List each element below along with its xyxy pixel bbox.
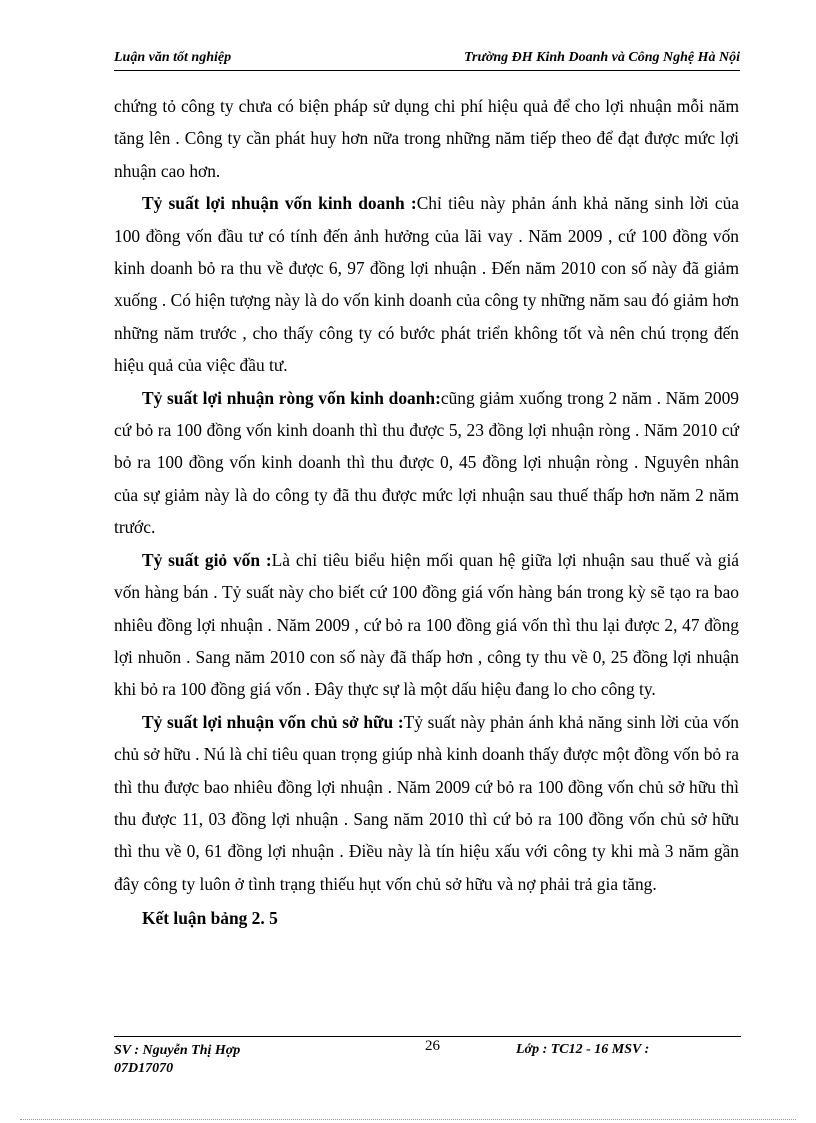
footer-student-id: 07D17070 xyxy=(114,1061,174,1076)
document-body xyxy=(114,90,739,935)
page-header xyxy=(114,48,740,71)
paragraph-business-capital-return xyxy=(114,187,739,381)
paragraph-lead: Tỷ suất lợi nhuận vốn kinh doanh : xyxy=(142,193,417,214)
page-number: 26 xyxy=(425,1038,440,1054)
paragraph-text: cũng giảm xuống trong 2 năm . Năm 2009 cứ bỏ ra 100 đồng vốn kinh doanh thì thu được 5, 23 đồng lợi nhuận ròng . Năm 2010 cứ bỏ ra 100 đồng vốn kinh doanh thì thu được 0, 45 đồng lợi nhuận ròng . Nguyên nhân của sự giảm này là do công ty đã thu được mức lợi nhuận sau thuế thấp hơn năm 2 năm trước. xyxy=(114,387,739,538)
paragraph-text: Là chỉ tiêu biểu hiện mối quan hệ giữa lợi nhuận sau thuế và giá vốn hàng bán . Tỷ suất này cho biết cứ 100 đồng giá vốn hàng bán trong kỳ sẽ tạo ra bao nhiêu đồng lợi nhuận . Năm 2009 , cứ bỏ ra 100 đồng giá vốn thì thu lại được 2, 47 đồng lợi nhuõn . Sang năm 2010 con số này đã thấp hơn , công ty thu về 0, 25 đồng lợi nhuận khi bỏ ra 100 đồng giá vốn . Đây thực sự là một dấu hiệu đang lo cho công ty. xyxy=(114,549,739,700)
paragraph-text: Tỷ suất này phản ánh khả năng sinh lời của vốn chủ sở hữu . Nú là chỉ tiêu quan trọng giúp nhà kinh doanh thấy được một đồng vốn bỏ ra thì thu được bao nhiêu đồng lợi nhuận . Năm 2009 cứ bỏ ra 100 đồng vốn chủ sở hữu thì thu được 11, 03 đồng lợi nhuận . Sang năm 2010 thì cứ bỏ ra 100 đồng vốn chủ sở hữu thì thu về 0, 61 đồng lợi nhuận . Điều này là tín hiệu xấu với công ty khi mà 3 năm gần đây công ty luôn ở tình trạng thiếu hụt vốn chủ sở hữu và nợ phải trả gia tăng. xyxy=(114,711,739,894)
paragraph-net-business-capital-return xyxy=(114,382,739,544)
paragraph-lead: Tỷ suất lợi nhuận vốn chủ sở hữu : xyxy=(142,711,404,732)
paragraph-lead: Tỷ suất giỏ vốn : xyxy=(142,549,272,570)
paragraph-text: Chỉ tiêu này phản ánh khả năng sinh lời của 100 đồng vốn đầu tư có tính đến ảnh hưởng của lãi vay . Năm 2009 , cứ 100 đồng vốn kinh doanh bỏ ra thu về được 6, 97 đồng lợi nhuận . Đến năm 2010 con số này đã giảm xuống . Có hiện tượng này là do vốn kinh doanh của công ty những năm sau đó giảm hơn những năm trước , cho thấy công ty có bước phát triển không tốt và nên chú trọng đến hiệu quả của việc đầu tư. xyxy=(114,193,739,376)
paragraph-lead: Tỷ suất lợi nhuận ròng vốn kinh doanh: xyxy=(142,387,441,408)
paragraph-continuation xyxy=(114,90,739,187)
page-bottom-dotted-line xyxy=(20,1119,796,1120)
paragraph-equity-return xyxy=(114,706,739,900)
paragraph-cost-of-goods-return xyxy=(114,544,739,706)
footer-student-info xyxy=(114,1042,240,1078)
header-university: Trường ĐH Kinh Doanh và Công Nghệ Hà Nội xyxy=(464,50,740,65)
footer-divider xyxy=(114,1036,741,1037)
conclusion-heading: Kết luận bảng 2. 5 xyxy=(142,908,278,929)
footer-class-info: Lớp : TC12 - 16 MSV : xyxy=(516,1042,650,1057)
footer-student-name: SV : Nguyễn Thị Hợp xyxy=(114,1043,241,1058)
paragraph-text: chứng tỏ công ty chưa có biện pháp sử dụng chi phí hiệu quả để cho lợi nhuận mỗi năm tăng lên . Công ty cần phát huy hơn nữa trong những năm tiếp theo để đạt được mức lợi nhuận cao hơn. xyxy=(114,96,739,181)
header-thesis-title: Luận văn tốt nghiệp xyxy=(114,50,232,65)
